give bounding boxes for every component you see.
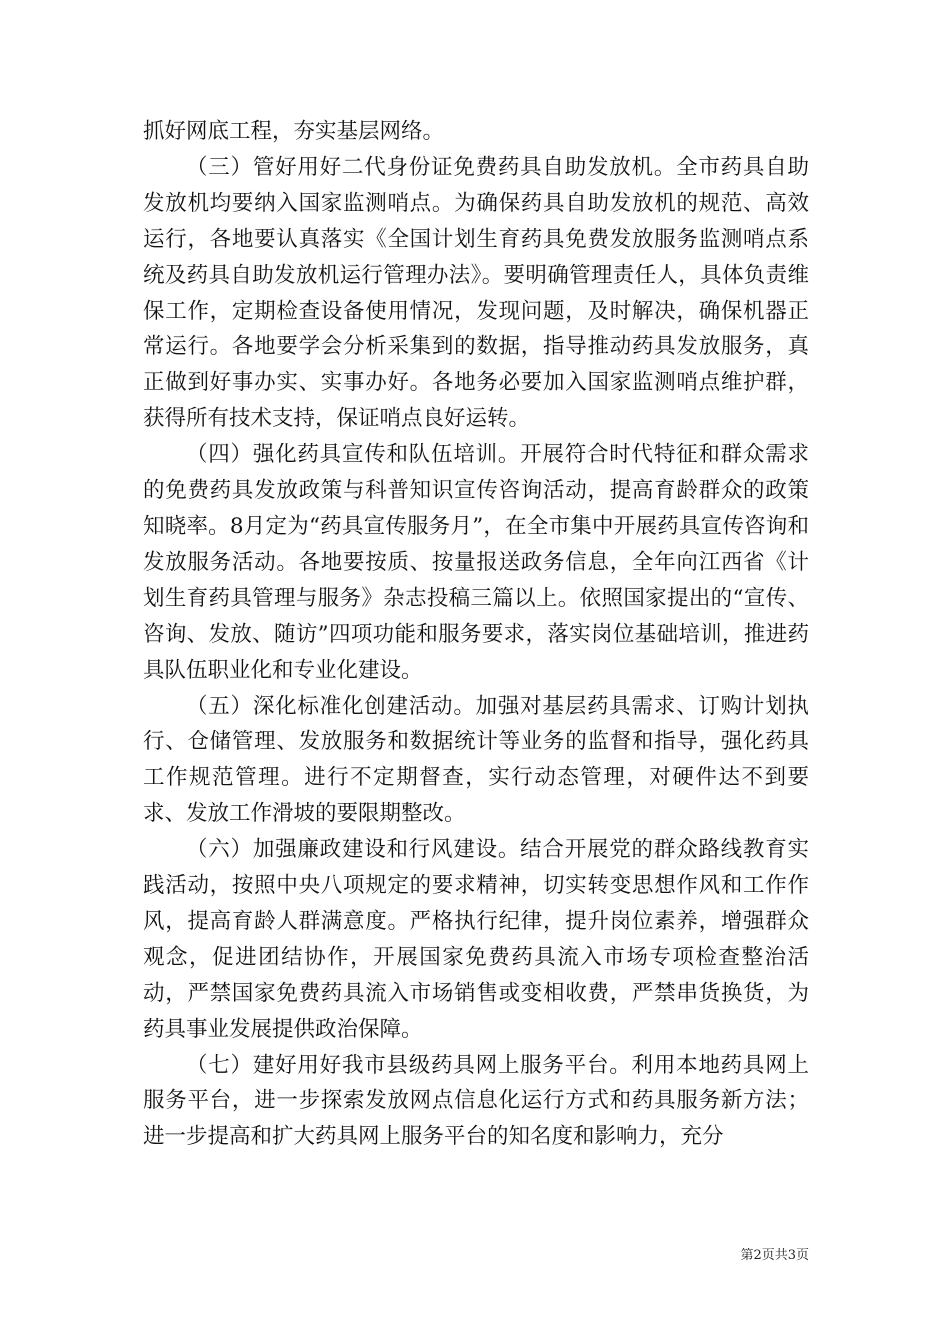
paragraph-section-5: （五）深化标准化创建活动。加强对基层药具需求、订购计划执行、仓储管理、发放服务和数据统计等业务的监督和指导，强化药具工作规范管理。进行不定期督查，实行动态管理，对硬件达不到要求、发放工作滑坡的要限期整改。 [143, 693, 809, 827]
page-number: 第2页共3页 [740, 1248, 809, 1263]
paragraph-section-6: （六）加强廉政建设和行风建设。结合开展党的群众路线教育实践活动，按照中央八项规定的要求精神，切实转变思想作风和工作作风，提高育龄人群满意度。严格执行纪律，提升岗位素养，增强群众观念，促进团结协作，开展国家免费药具流入市场专项检查整治活动，严禁国家免费药具流入市场销售或变相收费，严禁串货换货，为药具事业发展提供政治保障。 [143, 837, 809, 1042]
paragraph-section-3: （三）管好用好二代身份证免费药具自助发放机。全市药具自助发放机均要纳入国家监测哨点。为确保药具自助发放机的规范、高效运行，各地要认真落实《全国计划生育药具免费发放服务监测哨点系统及药具自助发放机运行管理办法》。要明确管理责任人，具体负责维保工作，定期检查设备使用情况，发现问题，及时解决，确保机器正常运行。各地要学会分析采集到的数据，指导推动药具发放服务，真正做到好事办实、实事办好。各地务必要加入国家监测哨点维护群，获得所有技术支持，保证哨点良好运转。 [143, 154, 809, 432]
document-body [143, 114, 809, 1155]
paragraph-section-4: （四）强化药具宣传和队伍培训。开展符合时代特征和群众需求的免费药具发放政策与科普知识宣传咨询活动，提高育龄群众的政策知晓率。8月定为“药具宣传服务月”，在全市集中开展药具宣传咨询和发放服务活动。各地要按质、按量报送政务信息，全年向江西省《计划生育药具管理与服务》杂志投稿三篇以上。依照国家提出的“宣传、咨询、发放、随访”四项功能和服务要求，落实岗位基础培训，推进药具队伍职业化和专业化建设。 [143, 442, 809, 683]
paragraph-continuation: 抓好网底工程，夯实基层网络。 [143, 119, 445, 144]
paragraph-section-7: （七）建好用好我市县级药具网上服务平台。利用本地药具网上服务平台，进一步探索发放网点信息化运行方式和药具服务新方法；进一步提高和扩大药具网上服务平台的知名度和影响力，充分 [143, 1052, 809, 1150]
